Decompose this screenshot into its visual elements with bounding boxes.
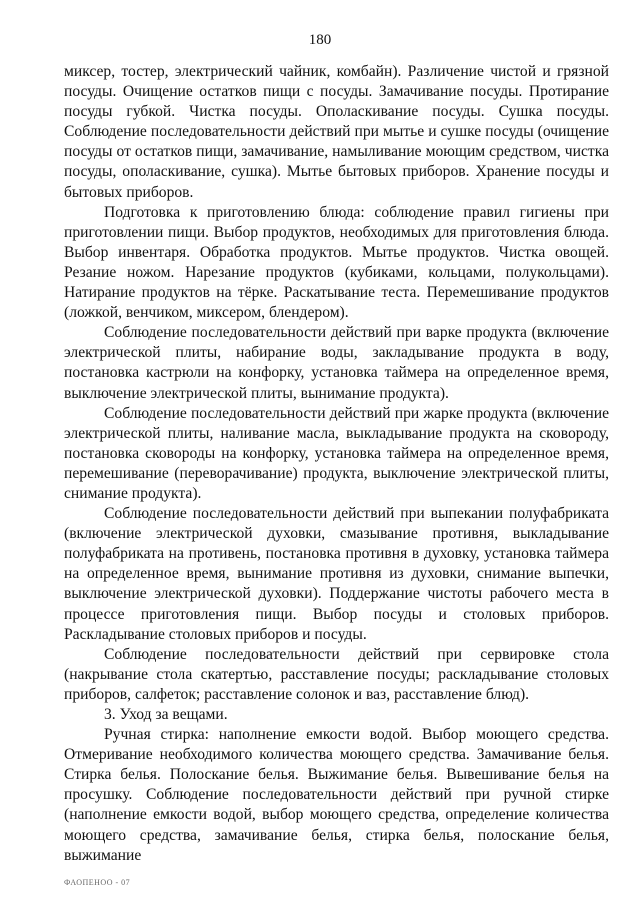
page-number: 180 xyxy=(308,32,332,48)
footer-stamp: ФАОПЕНОО - 07 xyxy=(64,878,131,887)
document-body xyxy=(64,62,609,866)
paragraph-frying: Соблюдение последовательности действий при жарке продукта (включение электрической плиты, наливание масла, выкладывание продукта на сковороду, постановка сковороды на конфорку, установка таймера на определенное время, перемешивание (переворачивание) продукта, выключение электрической плиты, снимание продукта). xyxy=(64,404,609,502)
paragraph-boiling: Соблюдение последовательности действий при варке продукта (включение электрической плиты, набирание воды, закладывание продукта в воду, постановка кастрюли на конфорку, установка таймера на определенное время, выключение электрической плиты, вынимание продукта). xyxy=(64,324,609,402)
paragraph-continuation: миксер, тостер, электрический чайник, комбайн). Различение чистой и грязной посуды. Очищение остатков пищи с посуды. Замачивание посуды. Протирание посуды губкой. Чистка посуды. Ополаскивание посуды. Сушка посуды. Соблюдение последовательности действий при мытье и сушке посуды (очищение посуды от остатков пищи, замачивание, намыливание моющим средством, чистка посуды, ополаскивание, сушка). Мытье бытовых приборов. Хранение посуды и бытовых приборов. xyxy=(64,63,609,201)
paragraph-baking: Соблюдение последовательности действий при выпекании полуфабриката (включение электрической духовки, смазывание противня, выкладывание полуфабриката на противень, постановка противня в духовку, установка таймера на определенное время, вынимание противня из духовки, снимание выпечки, выключение электрической духовки). Поддержание чистоты рабочего места в процессе приготовления пищи. Выбор посуды и столовых приборов. Раскладывание столовых приборов и посуды. xyxy=(64,505,609,643)
section-heading-clothing-care: 3. Уход за вещами. xyxy=(104,706,228,723)
paragraph-cooking-preparation: Подготовка к приготовлению блюда: соблюдение правил гигиены при приготовлении пищи. Выбор продуктов, необходимых для приготовления блюда. Выбор инвентаря. Обработка продуктов. Мытье продуктов. Чистка овощей. Резание ножом. Нарезание продуктов (кубиками, кольцами, полукольцами). Натирание продуктов на тёрке. Раскатывание теста. Перемешивание продуктов (ложкой, венчиком, миксером, блендером). xyxy=(64,203,609,322)
paragraph-table-setting: Соблюдение последовательности действий при сервировке стола (накрывание стола скатертью, расставление посуды; раскладывание столовых приборов, салфеток; расставление солонок и ваз, расставление блюд). xyxy=(64,645,609,703)
paragraph-hand-washing: Ручная стирка: наполнение емкости водой. Выбор моющего средства. Отмеривание необходимого количества моющего средства. Замачивание белья. Стирка белья. Полоскание белья. Выжимание белья. Вывешивание белья на просушку. Соблюдение последовательности действий при ручной стирке (наполнение емкости водой, выбор моющего средства, определение количества моющего средства, замачивание белья, стирка белья, полоскание белья, выжимание xyxy=(64,726,609,864)
